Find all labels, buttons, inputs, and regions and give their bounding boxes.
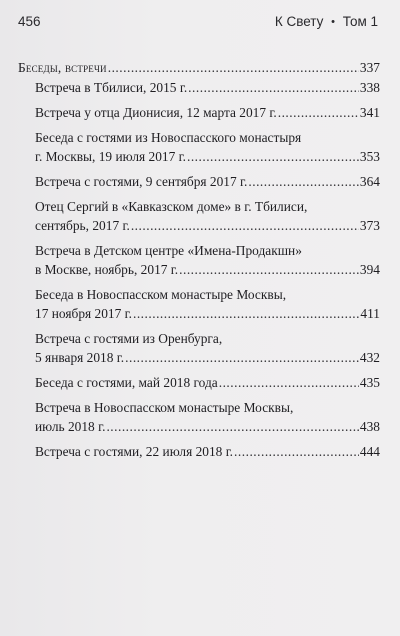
toc-entry [18,103,380,122]
toc-entry-line: Встреча в Новоспасском монастыре Москвы, [35,400,294,415]
toc-section-page: 337 [359,60,380,75]
toc-entry-title: 5 января 2018 г. [35,350,125,365]
toc-entry-row [35,373,380,392]
running-header [18,14,378,34]
bullet-separator: • [331,16,335,28]
toc-entry-row [35,216,380,235]
toc-entry [18,329,380,367]
toc-entry-page: 364 [359,174,380,189]
toc-entry-title: Беседа с гостями, май 2018 года [35,375,218,390]
toc-entry-line: Беседа в Новоспасском монастыре Москвы, [35,287,287,302]
toc-entry-title: июль 2018 г. [35,419,106,434]
toc-entry-page: 435 [359,375,380,390]
toc-entry-title: в Москве, ноябрь, 2017 г. [35,262,179,277]
toc-entry-page: 394 [359,262,380,277]
toc-entry-page: 341 [359,105,380,120]
toc-entry-line: Встреча с гостями из Оренбурга, [35,331,223,346]
toc-entry [18,442,380,461]
dot-leader [133,304,359,323]
dot-leader [188,78,359,97]
toc-entry-title: Встреча в Тбилиси, 2015 г. [35,80,188,95]
toc-entry-line: Отец Сергий в «Кавказском доме» в г. Тбилиси, [35,199,308,214]
toc-entry-row [35,172,380,191]
toc-entry-title: 17 ноября 2017 г. [35,306,132,321]
dot-leader [125,348,359,367]
dot-leader [108,58,359,77]
toc-entry [18,398,380,436]
toc-entry-row [35,442,380,461]
toc-entry-page: 411 [360,306,380,321]
toc-entry [18,128,380,166]
dot-leader [131,216,359,235]
dot-leader [179,260,359,279]
toc-entry-row [35,304,380,323]
toc-entry-row [35,78,380,97]
toc-entry-title: г. Москвы, 19 июля 2017 г. [35,149,186,164]
toc-entry [18,78,380,97]
toc-section-title: Беседы, встречи [18,60,107,75]
dot-leader [106,417,358,436]
toc-entry-line: Встреча в Детском центре «Имена-Продакшн» [35,243,302,258]
toc-entry [18,172,380,191]
toc-entry-title: Встреча у отца Дионисия, 12 марта 2017 г. [35,105,277,120]
toc-entry [18,197,380,235]
toc-entry-row [35,147,380,166]
toc-entry-page: 438 [359,419,380,434]
toc-entry-row [35,348,380,367]
toc-entry [18,241,380,279]
dot-leader [219,373,359,392]
toc-entry-title: Встреча с гостями, 22 июля 2018 г. [35,444,234,459]
book-title: К Свету [274,14,324,29]
dot-leader [278,103,359,122]
volume-label: Том 1 [342,14,378,29]
dot-leader [187,147,359,166]
toc-entry-page: 432 [359,350,380,365]
toc-entry-title: сентябрь, 2017 г. [35,218,130,233]
toc-entry-row [35,417,380,436]
toc-entry-row [35,103,380,122]
running-title [275,14,378,29]
dot-leader [248,172,359,191]
toc-entry-page: 373 [359,218,380,233]
toc-entry-page: 353 [359,149,380,164]
toc-entry-row [35,260,380,279]
table-of-contents [18,58,380,467]
dot-leader [234,442,359,461]
toc-entry [18,373,380,392]
toc-entry-title: Встреча с гостями, 9 сентября 2017 г. [35,174,248,189]
toc-entry [18,285,380,323]
toc-entry-line: Беседа с гостями из Новоспасского монастыря [35,130,302,145]
toc-entry-page: 338 [359,80,380,95]
page-number: 456 [18,14,41,29]
toc-entry-list [18,78,380,461]
toc-section-row [18,58,380,77]
toc-entry-page: 444 [359,444,380,459]
